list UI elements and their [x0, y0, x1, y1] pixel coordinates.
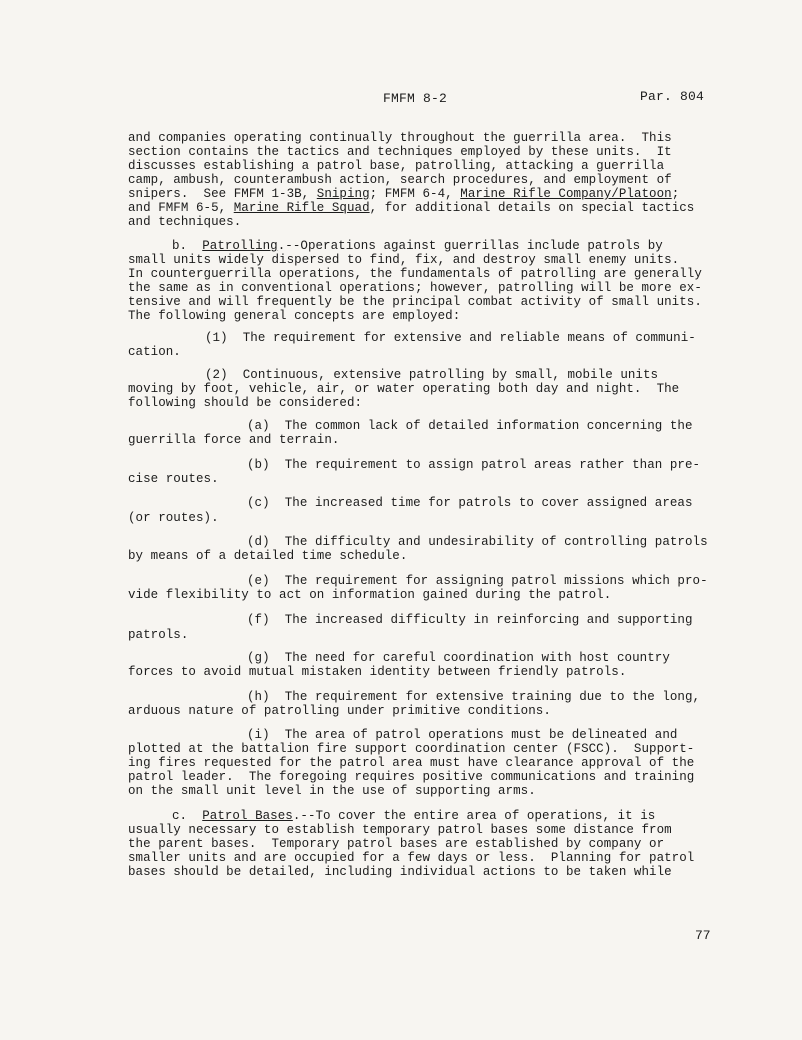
section-b-line-4: the same as in conventional operations; however, patrolling will be more ex-	[128, 281, 702, 295]
section-c-line-3: the parent bases. Temporary patrol bases are established by company or	[128, 837, 665, 851]
item-h-line-1: (h) The requirement for extensive training due to the long,	[247, 690, 701, 704]
reference-rifle-squad: Marine Rifle Squad	[233, 201, 370, 215]
section-c-line-2: usually necessary to establish temporary patrol bases some distance from	[128, 823, 672, 837]
item-c-line-1: (c) The increased time for patrols to cover assigned areas	[247, 496, 693, 510]
intro-line-5	[128, 187, 679, 201]
section-b-line-5: tensive and will frequently be the principal combat activity of small units.	[128, 295, 702, 309]
item-f-line-2: patrols.	[128, 628, 189, 642]
reference-sniping: Sniping	[316, 187, 370, 201]
section-c-marker: c.	[172, 809, 203, 823]
item-a-line-2: guerrilla force and terrain.	[128, 433, 340, 447]
section-c-line-5: bases should be detailed, including individual actions to be taken while	[128, 865, 672, 879]
item-i-line-4: patrol leader. The foregoing requires positive communications and training	[128, 770, 695, 784]
intro-text: ;	[671, 187, 680, 201]
item-e-line-2: vide flexibility to act on information gained during the patrol.	[128, 588, 612, 602]
reference-rifle-company: Marine Rifle Company/Platoon	[460, 187, 672, 201]
item-a-line-1: (a) The common lack of detailed information concerning the	[247, 419, 693, 433]
item-c-line-2: (or routes).	[128, 511, 219, 525]
page-number: 77	[695, 928, 711, 943]
item-d-line-2: by means of a detailed time schedule.	[128, 549, 408, 563]
item-d-line-1: (d) The difficulty and undesirability of controlling patrols	[247, 535, 708, 549]
document-id: FMFM 8-2	[383, 91, 448, 106]
item-h-line-2: arduous nature of patrolling under primitive conditions.	[128, 704, 551, 718]
item-i-line-3: ing fires requested for the patrol area must have clearance approval of the	[128, 756, 695, 770]
section-c-line-1	[172, 809, 655, 823]
item-e-line-1: (e) The requirement for assigning patrol missions which pro-	[247, 574, 708, 588]
intro-line-3: discusses establishing a patrol base, patrolling, attacking a guerrilla	[128, 159, 665, 173]
section-b-line-3: In counterguerrilla operations, the fundamentals of patrolling are generally	[128, 267, 702, 281]
section-b-marker: b.	[172, 239, 203, 253]
section-c-line-4: smaller units and are occupied for a few days or less. Planning for patrol	[128, 851, 695, 865]
section-c-title: Patrol Bases	[202, 809, 293, 823]
section-b-line-2: small units widely dispersed to find, fix, and destroy small enemy units.	[128, 253, 680, 267]
item-1-line-1: (1) The requirement for extensive and reliable means of communi-	[205, 331, 696, 345]
item-g-line-1: (g) The need for careful coordination with host country	[247, 651, 670, 665]
section-b-line-1	[172, 239, 663, 253]
intro-text: ; FMFM 6-4,	[369, 187, 461, 201]
item-b-line-1: (b) The requirement to assign patrol areas rather than pre-	[247, 458, 701, 472]
item-i-line-5: on the small unit level in the use of supporting arms.	[128, 784, 536, 798]
item-2-line-2: moving by foot, vehicle, air, or water operating both day and night. The	[128, 382, 680, 396]
intro-line-6	[128, 201, 694, 215]
item-i-line-2: plotted at the battalion fire support coordination center (FSCC). Support-	[128, 742, 695, 756]
section-b-text: .--Operations against guerrillas include patrols by	[277, 239, 663, 253]
item-2-line-3: following should be considered:	[128, 396, 363, 410]
item-g-line-2: forces to avoid mutual mistaken identity between friendly patrols.	[128, 665, 627, 679]
intro-text: , for additional details on special tactics	[369, 201, 695, 215]
item-2-line-1: (2) Continuous, extensive patrolling by small, mobile units	[205, 368, 659, 382]
intro-text: and FMFM 6-5,	[128, 201, 234, 215]
intro-line-4: camp, ambush, counterambush action, search procedures, and employment of	[128, 173, 672, 187]
item-b-line-2: cise routes.	[128, 472, 219, 486]
intro-line-1: and companies operating continually throughout the guerrilla area. This	[128, 131, 672, 145]
item-i-line-1: (i) The area of patrol operations must be delineated and	[247, 728, 678, 742]
section-b-line-6: The following general concepts are employed:	[128, 309, 461, 323]
section-c-text: .--To cover the entire area of operations, it is	[292, 809, 656, 823]
intro-line-2: section contains the tactics and techniques employed by these units. It	[128, 145, 672, 159]
intro-line-7: and techniques.	[128, 215, 242, 229]
item-1-line-2: cation.	[128, 345, 181, 359]
item-f-line-1: (f) The increased difficulty in reinforcing and supporting	[247, 613, 693, 627]
intro-text: snipers. See FMFM 1-3B,	[128, 187, 317, 201]
section-b-title: Patrolling	[202, 239, 278, 253]
paragraph-number: Par. 804	[640, 89, 705, 104]
